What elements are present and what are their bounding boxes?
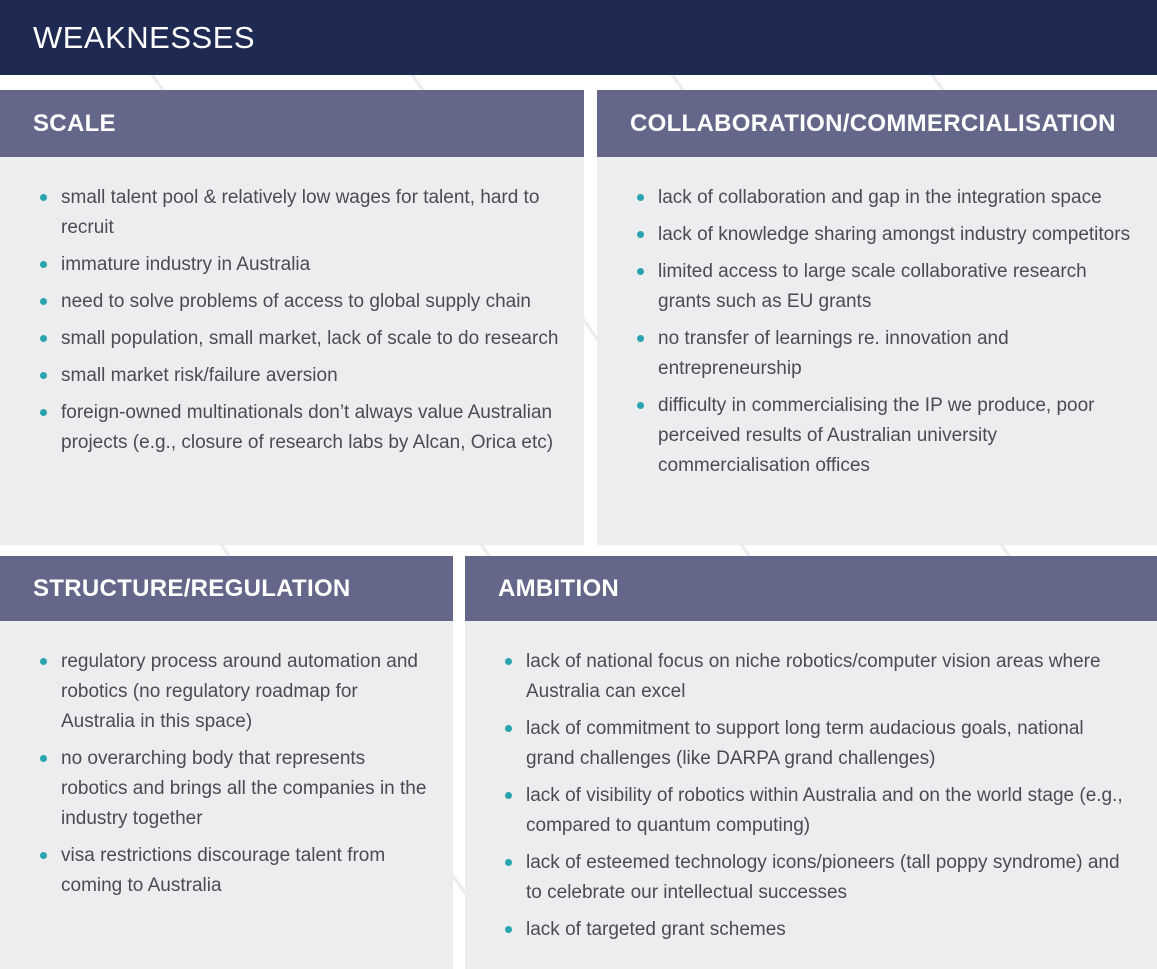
bullet-item: difficulty in commercialising the IP we produce, poor perceived results of Australian university commercialisation offices (635, 391, 1135, 481)
panel-body-scale (0, 157, 584, 545)
panel-title-collaboration: COLLABORATION/COMMERCIALISATION (630, 109, 1116, 137)
page-title: WEAKNESSES (33, 19, 256, 55)
panel-header-scale (0, 90, 584, 157)
panel-ambition (465, 556, 1157, 969)
bullet-list-structure (38, 647, 431, 901)
bullet-list-collaboration (635, 183, 1135, 481)
bullet-item: lack of collaboration and gap in the integration space (635, 183, 1135, 213)
bullet-list-ambition (503, 647, 1135, 945)
bullet-item: lack of visibility of robotics within Australia and on the world stage (e.g., compared to quantum computing) (503, 781, 1135, 841)
panel-title-ambition: AMBITION (498, 574, 620, 602)
bullet-item: visa restrictions discourage talent from coming to Australia (38, 841, 431, 901)
bullet-item: small market risk/failure aversion (38, 361, 562, 391)
bullet-item: limited access to large scale collaborative research grants such as EU grants (635, 257, 1135, 317)
panel-scale (0, 90, 584, 545)
bullet-item: need to solve problems of access to global supply chain (38, 287, 562, 317)
bullet-item: small population, small market, lack of scale to do research (38, 324, 562, 354)
panel-header-structure (0, 556, 453, 621)
bullet-item: lack of commitment to support long term audacious goals, national grand challenges (like DARPA grand challenges) (503, 714, 1135, 774)
panel-body-collaboration (597, 157, 1157, 545)
panel-header-ambition (465, 556, 1157, 621)
page-banner (0, 0, 1157, 75)
bullet-item: small talent pool & relatively low wages for talent, hard to recruit (38, 183, 562, 243)
panel-body-structure (0, 621, 453, 969)
panel-header-collaboration (597, 90, 1157, 157)
bullet-list-scale (38, 183, 562, 458)
panel-title-structure: STRUCTURE/REGULATION (33, 574, 351, 602)
panel-collaboration-commercialisation (597, 90, 1157, 545)
bullet-item: foreign-owned multinationals don’t always value Australian projects (e.g., closure of research labs by Alcan, Orica etc) (38, 398, 562, 458)
panel-structure-regulation (0, 556, 453, 969)
bullet-item: no overarching body that represents robotics and brings all the companies in the industry together (38, 744, 431, 834)
panel-body-ambition (465, 621, 1157, 969)
bullet-item: lack of esteemed technology icons/pioneers (tall poppy syndrome) and to celebrate our intellectual successes (503, 848, 1135, 908)
panel-title-scale: SCALE (33, 109, 116, 137)
bullet-item: immature industry in Australia (38, 250, 562, 280)
bullet-item: no transfer of learnings re. innovation and entrepreneurship (635, 324, 1135, 384)
bullet-item: lack of knowledge sharing amongst industry competitors (635, 220, 1135, 250)
bullet-item: lack of targeted grant schemes (503, 915, 1135, 945)
bullet-item: regulatory process around automation and robotics (no regulatory roadmap for Australia in this space) (38, 647, 431, 737)
bullet-item: lack of national focus on niche robotics/computer vision areas where Australia can excel (503, 647, 1135, 707)
